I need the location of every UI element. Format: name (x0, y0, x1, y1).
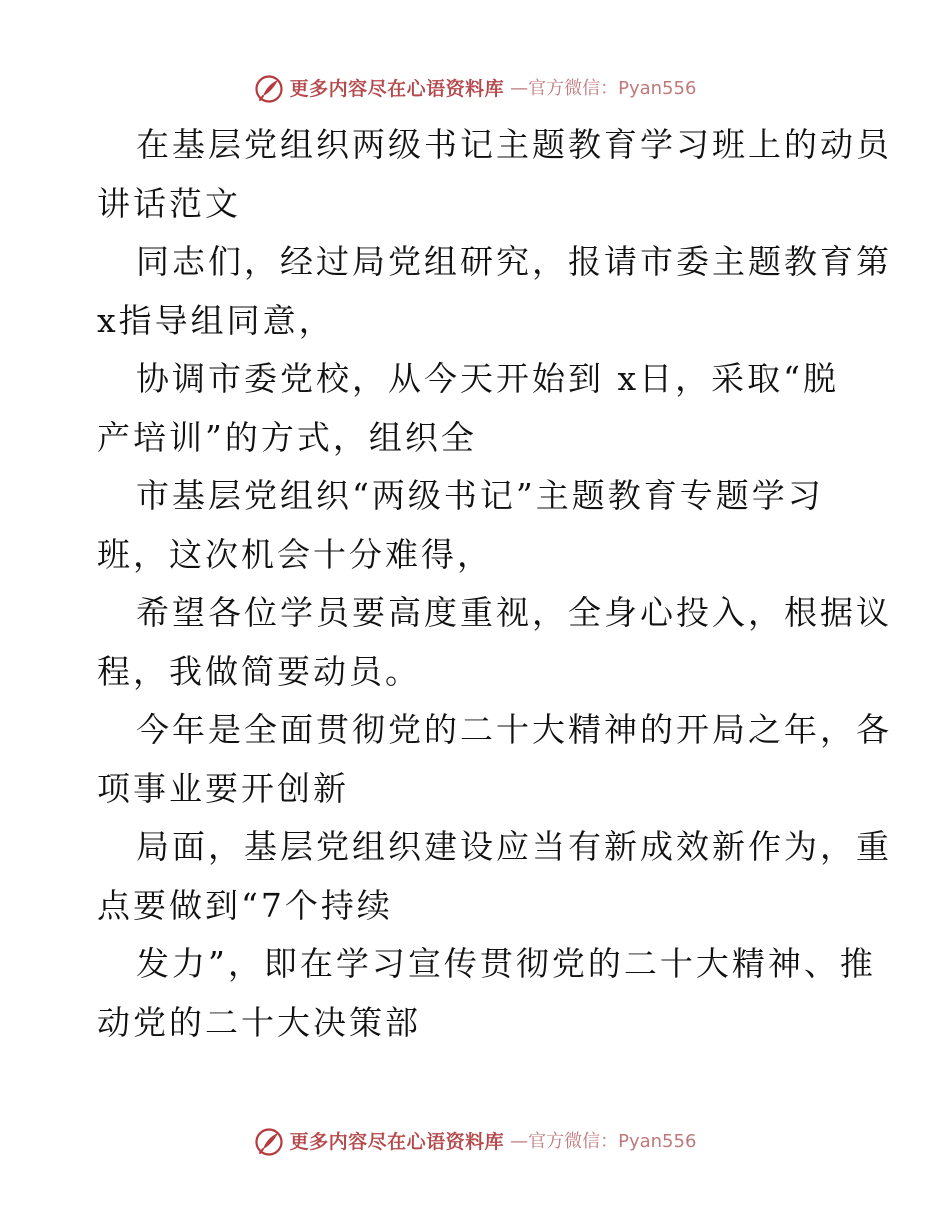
paragraph-line: 局面，基层党组织建设应当有新成效新作为，重 (136, 827, 892, 866)
paragraph-line: 班，这次机会十分难得， (97, 534, 493, 574)
paragraph-line: 项事业要开创新 (97, 768, 349, 808)
paragraph-line: 市基层党组织“两级书记”主题教育专题学习 (136, 476, 824, 515)
document-body (97, 116, 892, 1052)
doc-title (97, 116, 892, 233)
paragraph (97, 701, 892, 818)
paragraph-line: 讲话范文 (97, 183, 241, 223)
feather-pen-logo-icon (254, 74, 284, 104)
paragraph-line: 协调市委党校，从今天开始到 x日，采取“脱 (136, 359, 839, 398)
watermark-header (0, 74, 950, 104)
paragraph-line: 点要做到“7个持续 (97, 885, 393, 925)
watermark-text: 更多内容尽在心语资料库 (289, 78, 505, 100)
watermark-text: 更多内容尽在心语资料库 (289, 1131, 505, 1153)
paragraph (97, 935, 876, 1052)
paragraph (97, 584, 892, 701)
paragraph-line: x指导组同意， (97, 300, 335, 340)
watermark-suffix: —官方微信：Pyan556 (510, 1131, 697, 1152)
paragraph-line: 产培训”的方式，组织全 (97, 417, 477, 457)
paragraph (97, 467, 857, 584)
paragraph-line: 今年是全面贯彻党的二十大精神的开局之年，各 (136, 710, 892, 749)
paragraph-line: 动党的二十大决策部 (97, 1002, 421, 1042)
paragraph-line: 希望各位学员要高度重视，全身心投入，根据议 (136, 593, 892, 632)
paragraph (97, 233, 892, 350)
paragraph (97, 818, 892, 935)
feather-pen-logo-icon (254, 1127, 284, 1157)
paragraph (97, 350, 857, 467)
paragraph-line: 在基层党组织两级书记主题教育学习班上的动员 (136, 125, 892, 164)
watermark-footer (0, 1127, 950, 1157)
paragraph-line: 同志们，经过局党组研究，报请市委主题教育第 (136, 242, 892, 281)
watermark-suffix: —官方微信：Pyan556 (510, 78, 697, 99)
paragraph-line: 程，我做简要动员。 (97, 651, 421, 691)
paragraph-line: 发力”，即在学习宣传贯彻党的二十大精神、推 (136, 944, 876, 983)
